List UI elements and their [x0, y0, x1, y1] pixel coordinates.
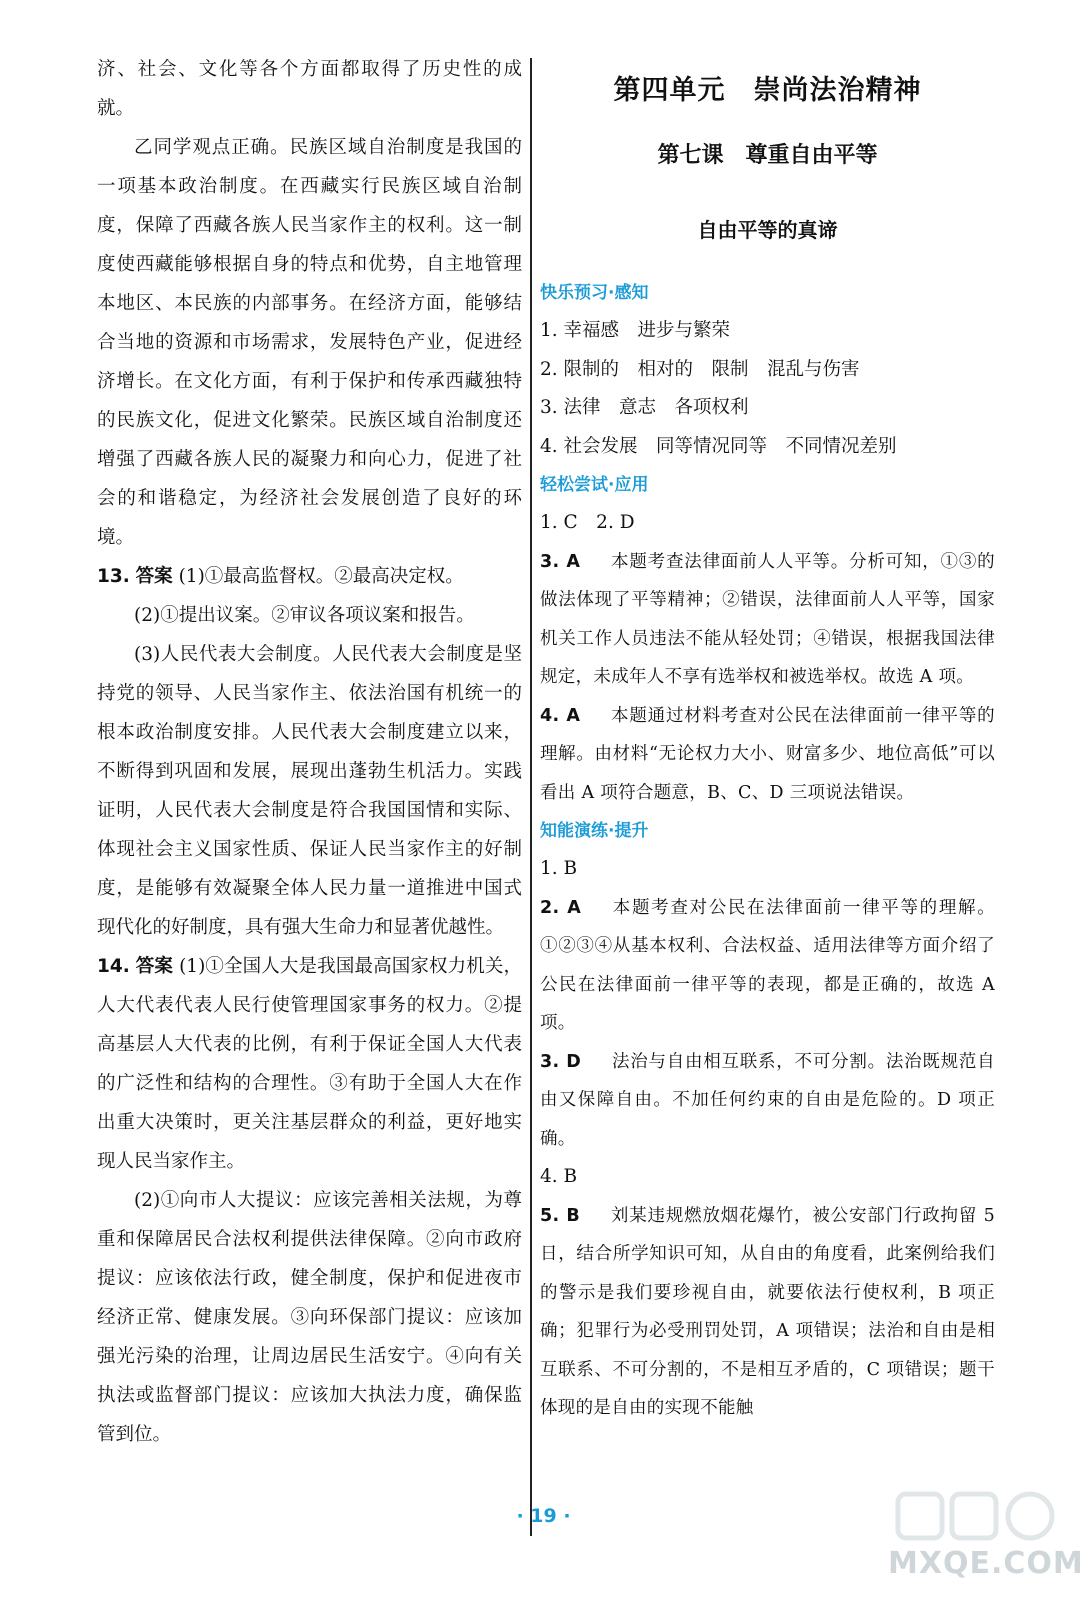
preview-answer-2: 2. 限制的 相对的 限制 混乱与伤害 — [540, 358, 860, 380]
try-answer-4-key: 4. A — [540, 705, 581, 726]
q13-part-1: (1)①最高监督权。②最高决定权。 — [178, 566, 464, 587]
q13-answer-label: 答案 — [135, 566, 173, 587]
preview-answer-4: 4. 社会发展 同等情况同等 不同情况差别 — [540, 435, 897, 457]
section-bar-try: 轻松尝试·应用 — [540, 475, 649, 495]
section-bar-preview: 快乐预习·感知 — [540, 283, 649, 303]
practice-answer-1: 1. B — [540, 858, 578, 879]
q13-heading — [97, 557, 522, 596]
preview-answer-3: 3. 法律 意志 各项权利 — [540, 397, 749, 418]
try-answer-4 — [540, 697, 995, 813]
section-title: 自由平等的真谛 — [697, 218, 838, 242]
watermark-logo-icon — [890, 1488, 1070, 1598]
try-answer-1-2: 1. C 2. D — [540, 512, 635, 533]
watermark-text: MXQE.COM — [888, 1546, 1084, 1581]
left-paragraph-1: 济、社会、文化等各个方面都取得了历史性的成就。 — [97, 59, 522, 119]
q13-part-2: (2)①提出议案。②审议各项议案和报告。 — [134, 605, 475, 626]
q14-number: 14. — [97, 956, 130, 977]
practice-answer-3-key: 3. D — [540, 1051, 582, 1072]
q14-part-1: (1)①全国人大是我国最高国家权力机关，人大代表代表人民行使管理国家事务的权力。②提高基层人大代表的比例，有利于保证全国人大代表的广泛性和结构的合理性。③有助于全国人大在作出重大决策时，更关注基层群众的利益，更好地实现人民当家作主。 — [97, 956, 522, 1172]
try-answer-3 — [540, 543, 995, 697]
page-number: · 19 · — [516, 1505, 571, 1527]
preview-answer-1: 1. 幸福感 进步与繁荣 — [540, 320, 731, 341]
unit-title: 第四单元 崇尚法治精神 — [613, 75, 922, 106]
try-answer-3-explanation: 本题考查法律面前人人平等。分析可知，①③的做法体现了平等精神；②错误，法律面前人人平等，国家机关工作人员违法不能从轻处罚；④错误，根据我国法律规定，未成年人不享有选举权和被选举权。故选 A 项。 — [540, 551, 995, 687]
lesson-title: 第七课 尊重自由平等 — [657, 143, 878, 168]
q13-number: 13. — [97, 566, 130, 587]
column-divider — [530, 58, 532, 1536]
right-column — [540, 50, 995, 1428]
q14-heading — [97, 947, 522, 1181]
left-column — [97, 50, 522, 1454]
q13-part-3: (3)人民代表大会制度。人民代表大会制度是坚持党的领导、人民当家作主、依法治国有机统一的根本政治制度安排。人民代表大会制度建立以来，不断得到巩固和发展，展现出蓬勃生机活力。实践证明，人民代表大会制度是符合我国国情和实际、体现社会主义国家性质、保证人民当家作主的好制度，是能够有效凝聚全体人民力量一道推进中国式现代化的好制度，具有强大生命力和显著优越性。 — [97, 644, 522, 938]
practice-answer-2 — [540, 889, 995, 1043]
practice-answer-5-key: 5. B — [540, 1205, 580, 1226]
practice-answer-2-key: 2. A — [540, 897, 582, 918]
section-bar-practice: 知能演练·提升 — [540, 821, 649, 841]
left-paragraph-2: 乙同学观点正确。民族区域自治制度是我国的一项基本政治制度。在西藏实行民族区域自治制度，保障了西藏各族人民当家作主的权利。这一制度使西藏能够根据自身的特点和优势，自主地管理本地区、本民族的内部事务。在经济方面，能够结合当地的资源和市场需求，发展特色产业，促进经济增长。在文化方面，有利于保护和传承西藏独特的民族文化，促进文化繁荣。民族区域自治制度还增强了西藏各族人民的凝聚力和向心力，促进了社会的和谐稳定，为经济社会发展创造了良好的环境。 — [97, 137, 522, 548]
practice-answer-3-explanation: 法治与自由相互联系，不可分割。法治既规范自由又保障自由。不加任何约束的自由是危险的。D 项正确。 — [540, 1051, 995, 1149]
practice-answer-4: 4. B — [540, 1166, 578, 1187]
q14-part-2: (2)①向市人大提议：应该完善相关法规，为尊重和保障居民合法权利提供法律保障。②向市政府提议：应该依法行政，健全制度，保护和促进夜市经济正常、健康发展。③向环保部门提议：应该加强光污染的治理，让周边居民生活安宁。④向有关执法或监督部门提议：应该加大执法力度，确保监管到位。 — [97, 1190, 522, 1445]
try-answer-4-explanation: 本题通过材料考查对公民在法律面前一律平等的理解。由材料“无论权力大小、财富多少、地位高低”可以看出 A 项符合题意，B、C、D 三项说法错误。 — [540, 705, 995, 803]
practice-answer-2-explanation: 本题考查对公民在法律面前一律平等的理解。①②③④从基本权利、合法权益、适用法律等方面介绍了公民在法律面前一律平等的表现，都是正确的，故选 A 项。 — [540, 897, 995, 1033]
q14-answer-label: 答案 — [135, 956, 174, 977]
try-answer-3-key: 3. A — [540, 551, 581, 572]
practice-answer-5-explanation: 刘某违规燃放烟花爆竹，被公安部门行政拘留 5 日，结合所学知识可知，从自由的角度看，此案例给我们的警示是我们要珍视自由，就要依法行使权利，B 项正确；犯罪行为必受刑罚处罚，A 项错误；法治和自由是相互联系、不可分割的，不是相互矛盾的，C 项错误；题干体现的是自由的实现不能触 — [540, 1205, 995, 1418]
practice-answer-5 — [540, 1197, 995, 1428]
practice-answer-3 — [540, 1043, 995, 1159]
